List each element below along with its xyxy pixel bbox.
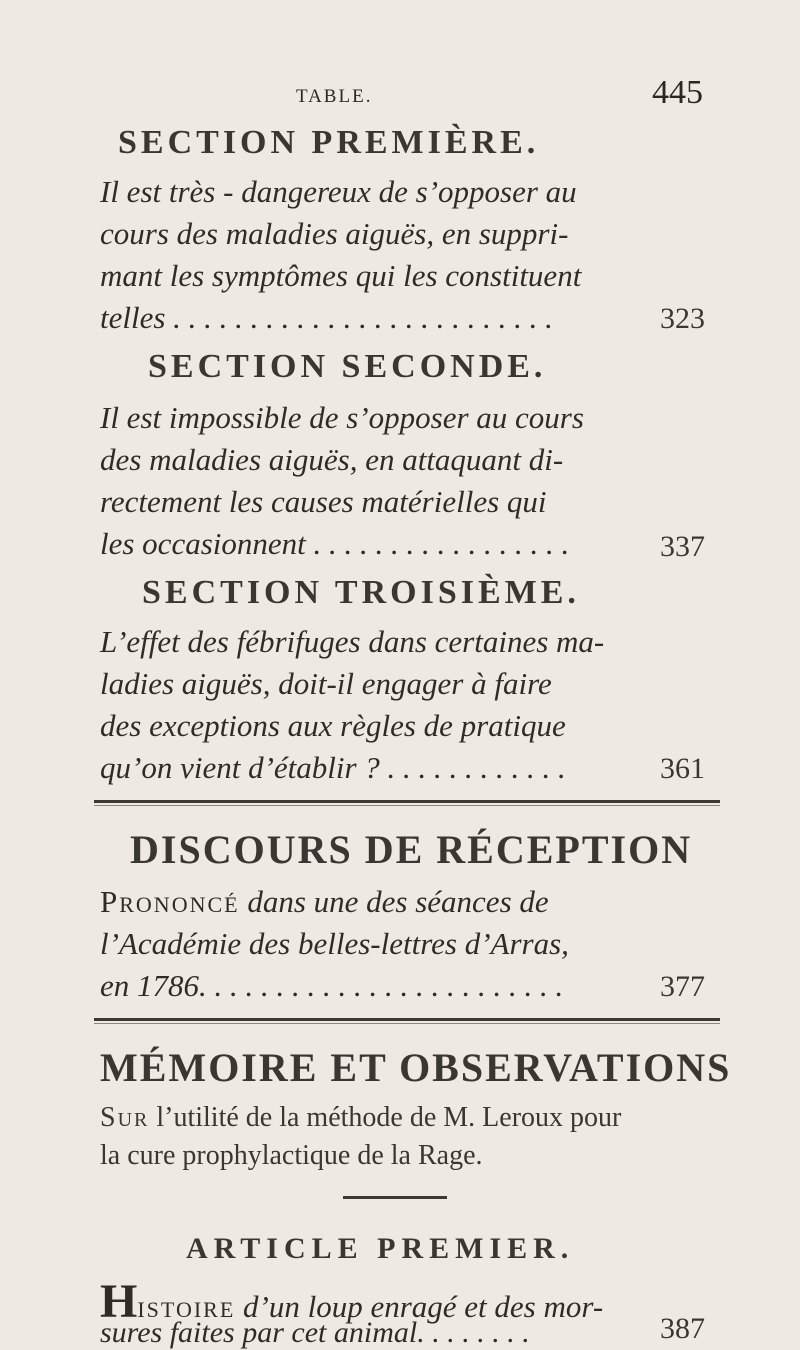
- entry-line: cours des maladies aiguës, en suppri-: [100, 216, 569, 251]
- entry-line: les occasionnent . . . . . . . . . . . . . . . . .: [100, 526, 570, 561]
- entry-line: qu’on vient d’établir ? . . . . . . . . . . . .: [100, 750, 566, 785]
- entry-line: [100, 884, 549, 920]
- entry-line-text: dans une des séances de: [239, 884, 549, 919]
- entry-line-text: l’utilité de la méthode de M. Leroux pour: [149, 1102, 622, 1133]
- entry-page-number: 323: [660, 302, 705, 335]
- entry-first-word: Sur: [100, 1102, 150, 1133]
- entry-line: des maladies aiguës, en attaquant di-: [100, 442, 564, 477]
- running-head: TABLE.: [296, 86, 373, 107]
- entry-line: mant les symptômes qui les constituent: [100, 258, 582, 293]
- section-heading: DISCOURS DE RÉCEPTION: [130, 827, 693, 872]
- section-heading: SECTION SECONDE.: [148, 348, 547, 385]
- entry-page-number: 377: [660, 970, 705, 1003]
- page-number: 445: [652, 74, 703, 111]
- horizontal-rule: [94, 800, 720, 806]
- entry-page-number: 337: [660, 530, 705, 563]
- entry-line-text: d’un loup enragé et des mor-: [235, 1289, 604, 1324]
- entry-line: ladies aiguës, doit-il engager à faire: [100, 666, 552, 701]
- entry-line: Il est très - dangereux de s’opposer au: [100, 174, 577, 209]
- entry-line: l’Académie des belles-lettres d’Arras,: [100, 926, 569, 961]
- entry-line: sures faites par cet animal. . . . . . . .: [100, 1316, 530, 1349]
- short-rule: [343, 1196, 447, 1199]
- entry-page-number: 361: [660, 752, 705, 785]
- entry-line: la cure prophylactique de la Rage.: [100, 1140, 483, 1171]
- entry-first-word: istoire: [137, 1289, 236, 1324]
- entry-line: Il est impossible de s’opposer au cours: [100, 400, 584, 435]
- entry-page-number: 387: [660, 1312, 705, 1345]
- entry-line: L’effet des fébrifuges dans certaines ma-: [100, 624, 605, 659]
- entry-line: rectement les causes matérielles qui: [100, 484, 547, 519]
- section-heading: SECTION PREMIÈRE.: [118, 124, 540, 161]
- drop-cap: H: [100, 1275, 138, 1328]
- section-heading: SECTION TROISIÈME.: [142, 574, 580, 611]
- section-heading: MÉMOIRE ET OBSERVATIONS: [100, 1045, 732, 1090]
- horizontal-rule: [94, 1018, 720, 1024]
- entry-line: telles . . . . . . . . . . . . . . . . . . . . . . . . .: [100, 300, 553, 335]
- entry-first-word: Prononcé: [100, 884, 240, 919]
- entry-line: des exceptions aux règles de pratique: [100, 708, 566, 743]
- entry-line: [100, 1102, 621, 1134]
- section-heading: ARTICLE PREMIER.: [186, 1232, 575, 1265]
- entry-line: en 1786. . . . . . . . . . . . . . . . . . . . . . . .: [100, 968, 564, 1003]
